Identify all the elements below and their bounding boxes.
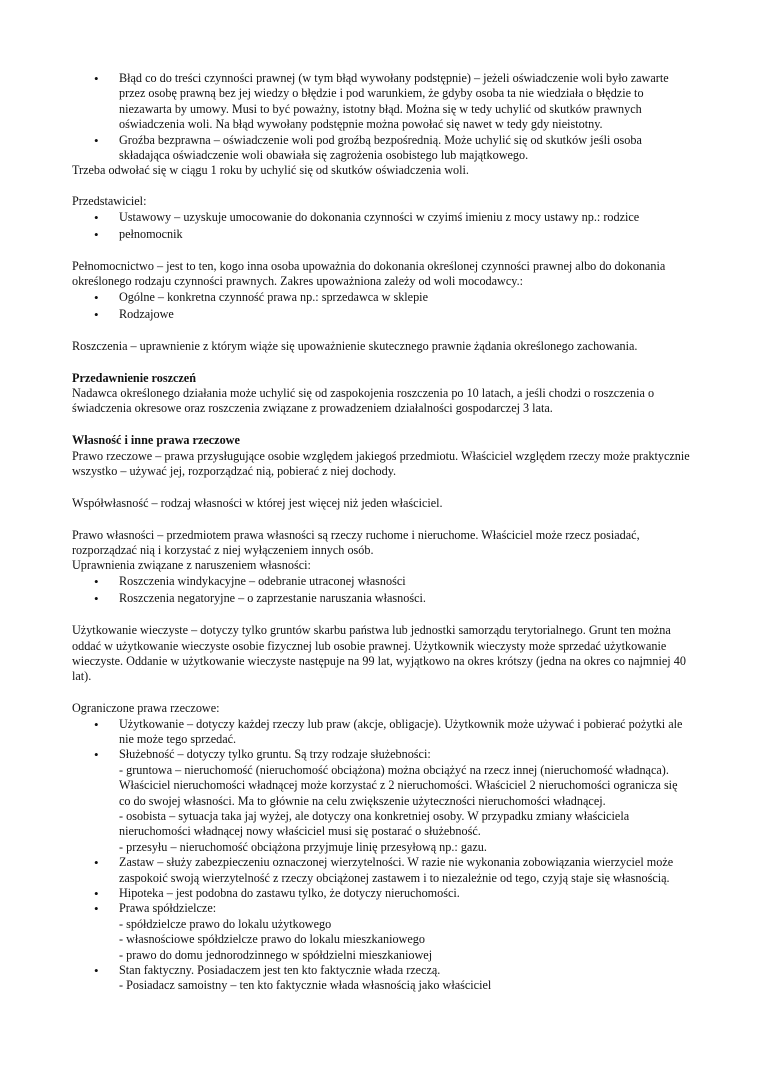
- list-item-subtext: - Posiadacz samoistny – ten kto faktycznie włada własnością jako właściciel: [119, 978, 492, 993]
- list-item-subtext: - własnościowe spółdzielcze prawo do lokalu mieszkaniowego: [119, 932, 425, 947]
- paragraph: Współwłasność – rodzaj własności w której jest więcej niż jeden właściciel.: [72, 495, 443, 510]
- list-item: [72, 963, 692, 994]
- list-item-subtext: - gruntowa – nieruchomość (nieruchomość obciążona) można obciążyć na rzecz innej (nieruchomość władnąca). Właściciel nieruchomości władnącej może korzystać z 2 nieruchomości. Właściciel 2 nieruchomości ogranicza się co do swojej własności. Ma to głównie na celu zwiększenie użyteczności nieruchomości władnącej.: [119, 762, 678, 808]
- list-item-subtext: - osobista – sytuacja taka jaj wyżej, ale dotyczy ona konkretniej osoby. W przypadku zmiany właściciela nieruchomości władnącej nowy właściciel musi się postarać o służebność.: [119, 808, 630, 839]
- limited-rights-list: [72, 717, 692, 994]
- paragraph: Roszczenia – uprawnienie z którym wiąże się upoważnienie skutecznego prawnie żądania określonego zachowania.: [72, 338, 638, 353]
- list-item: [72, 901, 692, 963]
- paragraph: Użytkowanie wieczyste – dotyczy tylko gruntów skarbu państwa lub jednostki samorządu terytorialnego. Grunt ten można oddać w użytkowanie wieczyste osobie fizycznej lub osobie prawnej. Użytkownik wieczysty może sprzedać użytkowanie wieczyste. Oddanie w użytkowanie wieczyste następuje na 99 lat, wyjątkowo na okres krótszy (jedna na okres co najmniej 40 lat).: [72, 623, 686, 684]
- list-item: • Ustawowy – uzyskuje umocowanie do dokonania czynności w czyimś imieniu z mocy ustawy np.: rodzice: [72, 210, 692, 225]
- document-page: [72, 71, 692, 994]
- representative-list: [72, 210, 692, 243]
- list-item-text: Hipoteka – jest podobna do zastawu tylko, że dotyczy nieruchomości.: [119, 885, 460, 900]
- list-item: [72, 886, 692, 901]
- section-heading: Własność i inne prawa rzeczowe: [72, 433, 240, 448]
- list-item: • Błąd co do treści czynności prawnej (w tym błąd wywołany podstępnie) – jeżeli oświadczenie woli było zawarte przez osobę prawną bez jej wiedzy o błędzie i pod warunkiem, że gdyby osoba ta nie wiedziała o błędzie to niezawarta by umowy. Musi to być poważny, istotny błąd. Można się w tedy uchylić od skutków prawnych oświadczenia woli. Na błąd wywołany podstępnie można powołać się nawet w tedy gdy nieistotny.: [72, 71, 692, 133]
- list-item-subtext: - przesyłu – nieruchomość obciążona przyjmuje linię przesyłową np.: gazu.: [119, 839, 487, 854]
- paragraph: Nadawca określonego działania może uchylić się od zaspokojenia roszczenia po 10 latach, a jeśli chodzi o roszczenia o świadczenia okresowe oraz roszczenia związane z prowadzeniem działalności gospodarczej 3 lata.: [72, 386, 655, 416]
- paragraph: Prawo rzeczowe – prawa przysługujące osobie względem jakiegoś przedmiotu. Właściciel względem rzeczy może praktycznie wszystko – używać jej, rozporządzać nią, pobierać z niej dochody.: [72, 448, 690, 479]
- section-heading: Ograniczone prawa rzeczowe:: [72, 701, 220, 716]
- list-item-text: Użytkowanie – dotyczy każdej rzeczy lub praw (akcje, obligacje). Użytkownik może używać i pobierać pożytki ale nie może tego sprzedać.: [119, 716, 683, 746]
- paragraph: Prawo własności – przedmiotem prawa własności są rzeczy ruchome i nieruchome. Właściciel może rzecz posiadać, rozporządzać nią i korzystać z niej wyłączeniem innych osób.: [72, 527, 640, 558]
- list-item: • Groźba bezprawna – oświadczenie woli pod groźbą bezpośrednią. Może uchylić się od skutków jeśli osoba składająca oświadczenie woli obawiała się zagrożenia osobistego lub majątkowego.: [72, 133, 692, 164]
- list-item: [72, 717, 692, 748]
- list-item-text: • Prawa spółdzielcze:: [119, 901, 217, 916]
- list-item: • Roszczenia windykacyjne – odebranie utraconej własności: [72, 574, 692, 589]
- list-item: • Roszczenia negatoryjne – o zaprzestanie naruszania własności.: [72, 591, 692, 606]
- section-heading: Przedawnienie roszczeń: [72, 370, 196, 385]
- list-item: • pełnomocnik: [72, 227, 692, 242]
- list-item-subtext: - spółdzielcze prawo do lokalu użytkowego: [119, 916, 332, 931]
- list-item: [72, 747, 692, 855]
- list-item-text: • Służebność – dotyczy tylko gruntu. Są trzy rodzaje służebności:: [119, 747, 431, 762]
- error-list: [72, 71, 692, 163]
- paragraph: Uprawnienia związane z naruszeniem własności:: [72, 558, 311, 573]
- list-item: • Rodzajowe: [72, 307, 692, 322]
- list-item: [72, 855, 692, 886]
- list-item-text: Zastaw – służy zabezpieczeniu oznaczonej wierzytelności. W razie nie wykonania zobowiązania wierzyciel może zaspokoić swoją wierzytelność z rzeczy obciążonej zastawem i to niezależnie od tego, czyją staje się własnością.: [119, 855, 674, 885]
- list-item-text: • Stan faktyczny. Posiadaczem jest ten kto faktycznie włada rzeczą.: [119, 963, 441, 978]
- list-item: • Ogólne – konkretna czynność prawa np.: sprzedawca w sklepie: [72, 290, 692, 305]
- list-item-subtext: - prawo do domu jednorodzinnego w spółdzielni mieszkaniowej: [119, 947, 433, 962]
- paragraph: Trzeba odwołać się w ciągu 1 roku by uchylić się od skutków oświadczenia woli.: [72, 163, 469, 178]
- section-heading: Przedstawiciel:: [72, 194, 147, 209]
- paragraph: Pełnomocnictwo – jest to ten, kogo inna osoba upoważnia do dokonania określonej czynności prawnej albo do dokonania określonego rodzaju czynności prawnych. Zakres upoważniona zależy od woli mocodawcy.:: [72, 258, 666, 289]
- power-of-attorney-list: [72, 290, 692, 323]
- ownership-claims-list: [72, 574, 692, 607]
